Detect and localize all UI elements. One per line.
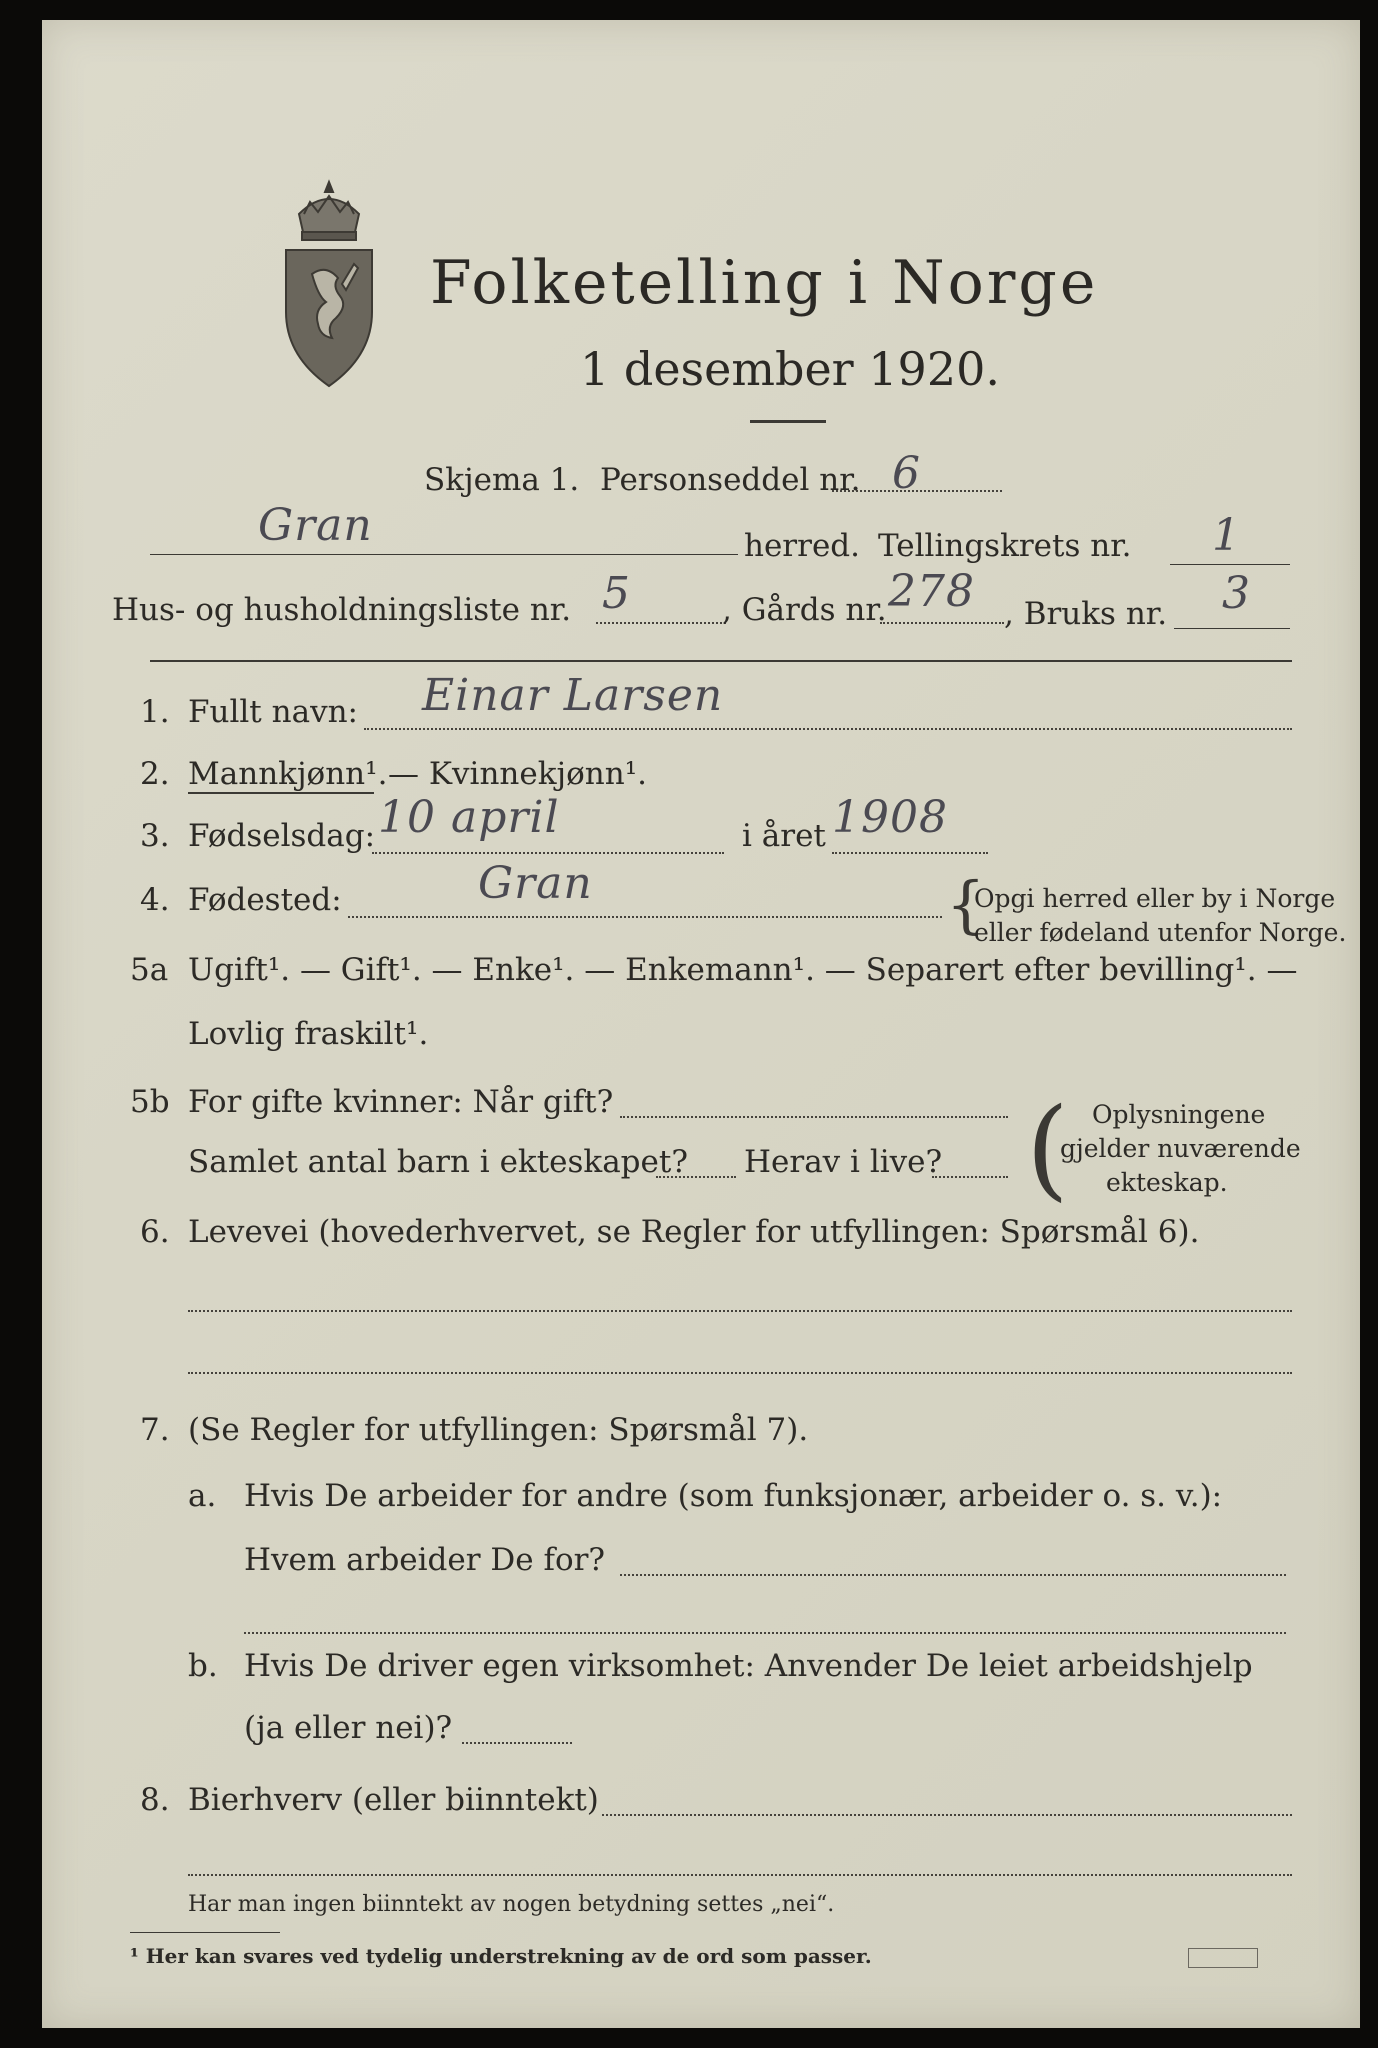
q5b-children-line	[656, 1176, 736, 1178]
q5b-number: 5b	[130, 1084, 170, 1120]
tellingskrets-value[interactable]: 1	[1212, 510, 1241, 561]
q3-year-value[interactable]: 1908	[832, 792, 948, 843]
q4-value[interactable]: Gran	[478, 858, 593, 909]
q3-value[interactable]: 10 april	[378, 792, 560, 843]
gards-line	[880, 622, 1004, 624]
bruks-value[interactable]: 3	[1222, 568, 1251, 619]
q3-number: 3.	[140, 818, 170, 854]
q5a-options-cont[interactable]: Lovlig fraskilt¹.	[188, 1016, 429, 1052]
q7a-line-2	[244, 1632, 1286, 1634]
q5b-when-label: For gifte kvinner: Når gift?	[188, 1084, 614, 1120]
q5b-note-line1: Oplysningene	[1092, 1100, 1266, 1129]
q1-value[interactable]: Einar Larsen	[422, 670, 724, 721]
q7b-line1: Hvis De driver egen virksomhet: Anvender De leiet arbeidshjelp	[244, 1648, 1253, 1684]
q5b-note-brace: (	[1026, 1084, 1069, 1212]
title-divider	[750, 420, 826, 423]
q2-number: 2.	[140, 756, 170, 792]
q6-line-2	[188, 1372, 1292, 1374]
q7-label: (Se Regler for utfyllingen: Spørsmål 7).	[188, 1412, 809, 1448]
q5b-when-line	[620, 1116, 1008, 1118]
q5b-note-line2: gjelder nuværende	[1060, 1134, 1301, 1163]
form-title: Folketelling i Norge	[430, 248, 1099, 318]
q4-note-line1: Opgi herred eller by i Norge	[974, 884, 1336, 913]
tellingskrets-line	[1170, 564, 1290, 565]
q7b-letter: b.	[188, 1648, 218, 1684]
q7a-letter: a.	[188, 1478, 217, 1514]
q4-note-line2: eller fødeland utenfor Norge.	[974, 918, 1347, 947]
q1-line	[364, 728, 1292, 730]
q5b-alive-label: Herav i live?	[744, 1144, 943, 1180]
personseddel-value[interactable]: 6	[892, 448, 921, 499]
hus-line	[596, 622, 726, 624]
q6-label: Levevei (hovederhvervet, se Regler for utfyllingen: Spørsmål 6).	[188, 1214, 1200, 1250]
q7b-line	[462, 1742, 572, 1744]
hus-label: Hus- og husholdningsliste nr.	[112, 592, 572, 628]
tellingskrets-label: Tellingskrets nr.	[878, 528, 1132, 564]
bruks-label: , Bruks nr.	[1004, 596, 1168, 632]
header-separator	[150, 660, 1292, 662]
q5a-options[interactable]: Ugift¹. — Gift¹. — Enke¹. — Enkemann¹. — Separert efter bevilling¹. —	[188, 952, 1298, 988]
q7a-line2: Hvem arbeider De for?	[244, 1542, 606, 1578]
q2-rest: — Kvinnekjønn¹.	[388, 756, 647, 792]
q6-line-1	[188, 1310, 1292, 1312]
footnote-rule	[130, 1932, 280, 1933]
q7b-line2: (ja eller nei)?	[244, 1710, 453, 1746]
hus-value[interactable]: 5	[602, 568, 631, 619]
q6-number: 6.	[140, 1214, 170, 1250]
q1-number: 1.	[140, 694, 170, 730]
q4-number: 4.	[140, 882, 170, 918]
q2-male-underline	[188, 792, 374, 794]
herred-value[interactable]: Gran	[258, 500, 373, 551]
q8-note: Har man ingen biinntekt av nogen betydning settes „nei“.	[188, 1892, 835, 1917]
printer-stamp	[1188, 1948, 1258, 1968]
footnote: ¹ Her kan svares ved tydelig understrekning av de ord som passer.	[130, 1944, 872, 1968]
q5b-children-label: Samlet antal barn i ekteskapet?	[188, 1144, 688, 1180]
personseddel-label: Personseddel nr.	[600, 462, 861, 498]
skjema-label: Skjema 1.	[424, 462, 580, 498]
q8-label: Bierhverv (eller biinntekt)	[188, 1782, 599, 1818]
coat-of-arms-icon	[274, 174, 384, 394]
q5b-alive-line	[932, 1176, 1008, 1178]
q4-line	[348, 916, 942, 918]
q8-line-1	[602, 1814, 1292, 1816]
q8-line-2	[188, 1874, 1292, 1876]
bruks-line	[1174, 628, 1290, 629]
q8-number: 8.	[140, 1782, 170, 1818]
q7a-line1: Hvis De arbeider for andre (som funksjonær, arbeider o. s. v.):	[244, 1478, 1223, 1514]
gards-label: , Gårds nr.	[722, 592, 887, 628]
q3-label: Fødselsdag:	[188, 818, 376, 854]
q7-number: 7.	[140, 1412, 170, 1448]
q7a-line	[620, 1574, 1286, 1576]
q1-label: Fullt navn:	[188, 694, 358, 730]
form-subtitle: 1 desember 1920.	[580, 342, 1000, 396]
q2-male-option[interactable]: Mannkjønn¹.	[188, 756, 388, 792]
census-form-sheet	[42, 20, 1360, 2028]
herred-label: herred.	[744, 528, 860, 564]
q4-note-brace: {	[946, 868, 986, 941]
gards-value[interactable]: 278	[888, 566, 975, 617]
q3-year-line	[832, 852, 988, 854]
q4-label: Fødested:	[188, 882, 342, 918]
q3-line	[372, 852, 724, 854]
herred-line	[150, 554, 738, 555]
q5b-note-line3: ekteskap.	[1106, 1168, 1228, 1197]
q5a-number: 5a	[130, 952, 169, 988]
q3-year-label: i året	[742, 818, 826, 854]
